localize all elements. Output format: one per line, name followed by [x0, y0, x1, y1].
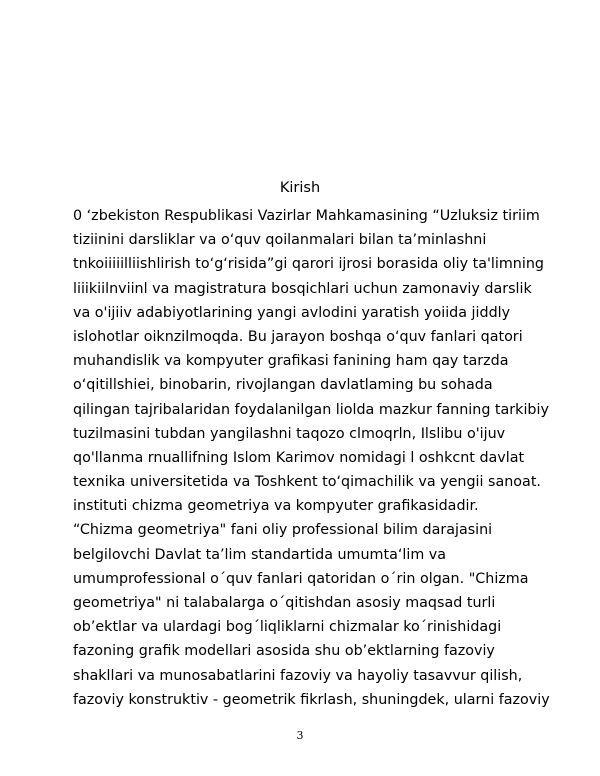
- text-line: instituti chizma geometriya va kompyuter grafikasidadir.: [73, 498, 479, 515]
- text-line: shakllari va munosabatlarini fazoviy va hayoliy tasavvur qilish,: [73, 667, 523, 684]
- text-line: fazoning grafik modellari asosida shu ob’ektlarning fazoviy: [73, 643, 495, 660]
- text-line: fazoviy konstruktiv - geometrik fikrlash, shuningdek, ularni fazoviy: [73, 691, 550, 708]
- body-text: [73, 204, 573, 712]
- section-heading: Kirish: [279, 180, 321, 196]
- text-line: tnkoiiiiilliishlirish to‘g‘risida”gi qarori ijrosi borasida oliy ta'limning: [73, 256, 544, 273]
- text-line: tuzilmasini tubdan yangilashni taqozo clmoqrln, Ilslibu o'ijuv: [73, 425, 506, 442]
- text-line: qo'llanma rnuallifning Islom Karimov nomidagi l oshkcnt davlat: [73, 449, 525, 466]
- text-line: texnika universitetida va Toshkent to‘qimachilik va yengii sanoat.: [73, 474, 541, 491]
- text-line: muhandislik va kompyuter grafikasi fanining ham qay tarzda: [73, 353, 509, 370]
- text-line: tiziinini darsliklar va o‘quv qoilanmalari bilan ta’minlashni: [73, 232, 487, 249]
- text-line: va o'ijiiv adabiyotlarining yangi avlodini yaratish yoiida jiddly: [73, 304, 511, 321]
- text-line: belgilovchi Davlat ta’lim standartida umumta‘lim va: [73, 546, 447, 563]
- text-line: “Chizma geometriya" fani oliy professional bilim darajasini: [73, 522, 493, 539]
- text-line: umumprofessional o´quv fanlari qatoridan o´rin olgan. "Chizma: [73, 570, 529, 587]
- text-line: 0 ‘zbekiston Respublikasi Vazirlar Mahkamasining “Uzluksiz tiriim: [73, 208, 540, 224]
- text-line: liiikiilnviinl va magistratura bosqichlari uchun zamonaviy darslik: [73, 280, 532, 297]
- text-line: islohotlar oiknzilmoqda. Bu jarayon boshqa o‘quv fanlari qatori: [73, 328, 523, 345]
- text-line: geometriya" ni talabalarga o´qitishdan asosiy maqsad turli: [73, 595, 496, 611]
- text-line: o‘qitillshiei, binobarin, rivojlangan davlatlaming bu sohada: [73, 377, 493, 394]
- text-line: qilingan tajribalaridan foydalanilgan liolda mazkur fanning tarkibiy: [73, 401, 549, 418]
- page-number: 3: [296, 729, 304, 742]
- text-line: ob’ektlar va ulardagi bog´liqliklarni chizmalar ko´rinishidagi: [73, 619, 502, 636]
